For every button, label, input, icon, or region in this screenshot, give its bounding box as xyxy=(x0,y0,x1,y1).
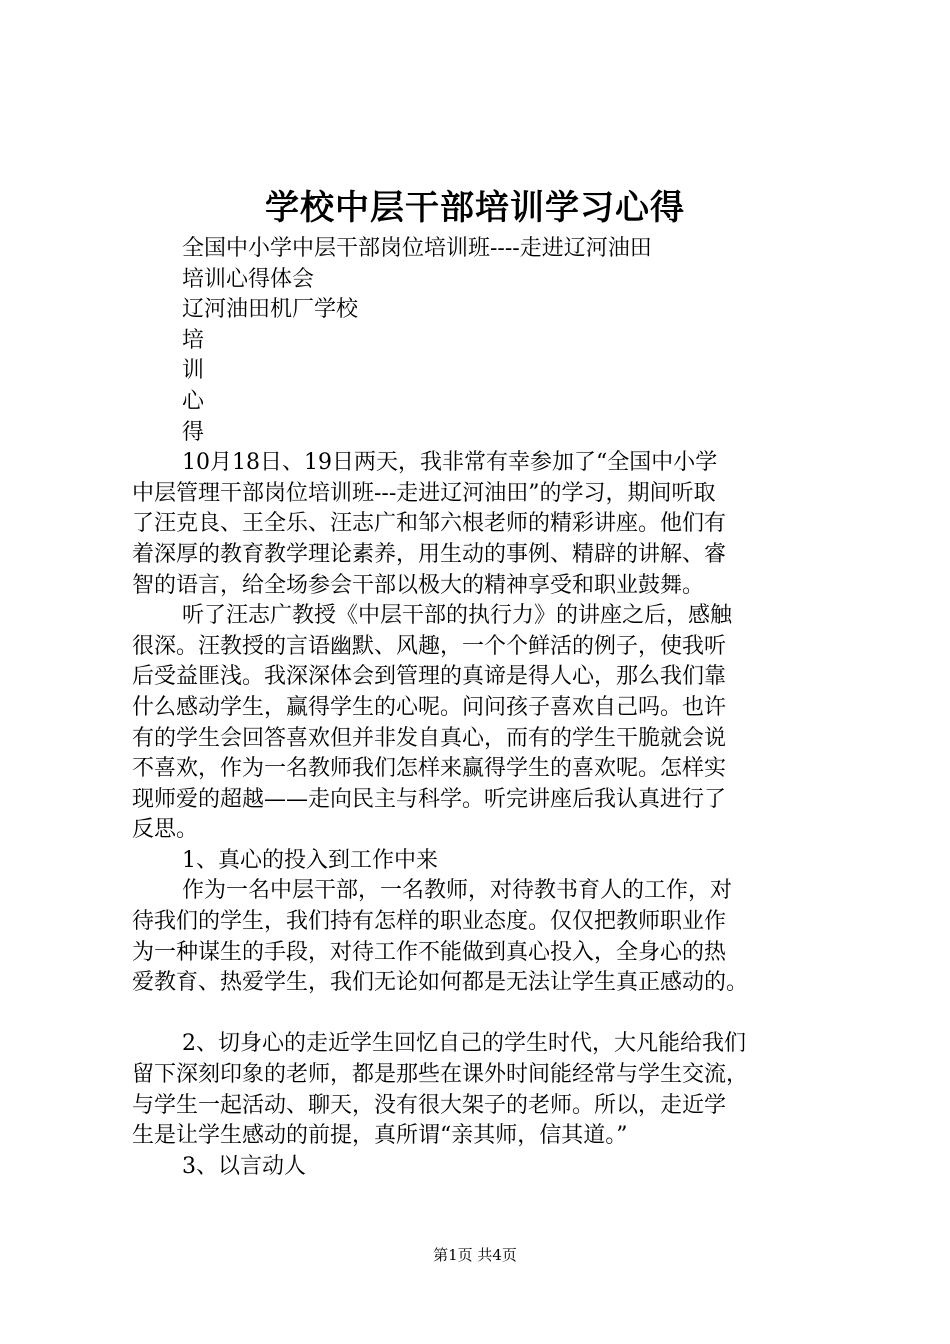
paragraph-line: 2、切身心的走近学生回忆自己的学生时代，大凡能给我们 xyxy=(182,1031,746,1057)
paragraph-line: 作为一名中层干部，一名教师，对待教书育人的工作，对 xyxy=(182,878,733,904)
paragraph-line: 很深。汪教授的言语幽默、风趣，一个个鲜活的例子，使我听 xyxy=(132,633,727,659)
paragraph-line: 反思。 xyxy=(132,817,199,843)
paragraph-line: 智的语言，给全场参会干部以极大的精神享受和职业鼓舞。 xyxy=(132,572,705,598)
school-name-line: 辽河油田机厂学校 xyxy=(182,297,359,323)
page-footer: 第1页 共4页 xyxy=(433,1246,517,1264)
heading-char: 培 xyxy=(182,327,205,353)
section-heading: 1、真心的投入到工作中来 xyxy=(182,847,438,873)
paragraph-line: 留下深刻印象的老师，都是那些在课外时间能经常与学生交流， xyxy=(132,1062,749,1088)
heading-char: 训 xyxy=(182,358,205,384)
paragraph-line: 有的学生会回答喜欢但并非发自真心，而有的学生干脆就会说 xyxy=(132,725,727,751)
paragraph-line: 与学生一起活动、聊天，没有很大架子的老师。所以，走近学 xyxy=(132,1092,727,1118)
paragraph-line: 什么感动学生，赢得学生的心呢。问问孩子喜欢自己吗。也许 xyxy=(132,694,727,720)
subtitle-line: 全国中小学中层干部岗位培训班----走进辽河油田 xyxy=(182,236,652,261)
paragraph-line: 生是让学生感动的前提，真所谓“亲其师，信其道。” xyxy=(132,1123,628,1149)
paragraph-line: 了汪克良、王全乐、汪志广和邹六根老师的精彩讲座。他们有 xyxy=(132,511,727,537)
blank-line xyxy=(132,999,844,1030)
paragraph-line: 现师爱的超越——走向民主与科学。听完讲座后我认真进行了 xyxy=(132,786,727,812)
paragraph-line: 10月18日、19日两天，我非常有幸参加了“全国中小学 xyxy=(182,450,718,476)
heading-char: 心 xyxy=(182,388,205,414)
document-body xyxy=(132,234,844,1182)
paragraph-line: 后受益匪浅。我深深体会到管理的真谛是得人心，那么我们靠 xyxy=(132,664,727,690)
paragraph-line: 爱教育、热爱学生，我们无论如何都是无法让学生真正感动的。 xyxy=(132,970,749,996)
section-heading: 3、以言动人 xyxy=(182,1153,306,1179)
heading-char: 得 xyxy=(182,419,205,445)
paragraph-line: 待我们的学生，我们持有怎样的职业态度。仅仅把教师职业作 xyxy=(132,909,727,935)
paragraph-line: 中层管理干部岗位培训班---走进辽河油田”的学习，期间听取 xyxy=(132,480,716,506)
paragraph-line: 听了汪志广教授《中层干部的执行力》的讲座之后，感触 xyxy=(182,603,733,629)
document-title: 学校中层干部培训学习心得 xyxy=(265,188,685,228)
paragraph-line: 不喜欢，作为一名教师我们怎样来赢得学生的喜欢呢。怎样实 xyxy=(132,756,727,782)
subtitle-line: 培训心得体会 xyxy=(182,266,315,292)
paragraph-line: 着深厚的教育教学理论素养，用生动的事例、精辟的讲解、睿 xyxy=(132,541,727,567)
paragraph-line: 为一种谋生的手段，对待工作不能做到真心投入，全身心的热 xyxy=(132,939,727,965)
